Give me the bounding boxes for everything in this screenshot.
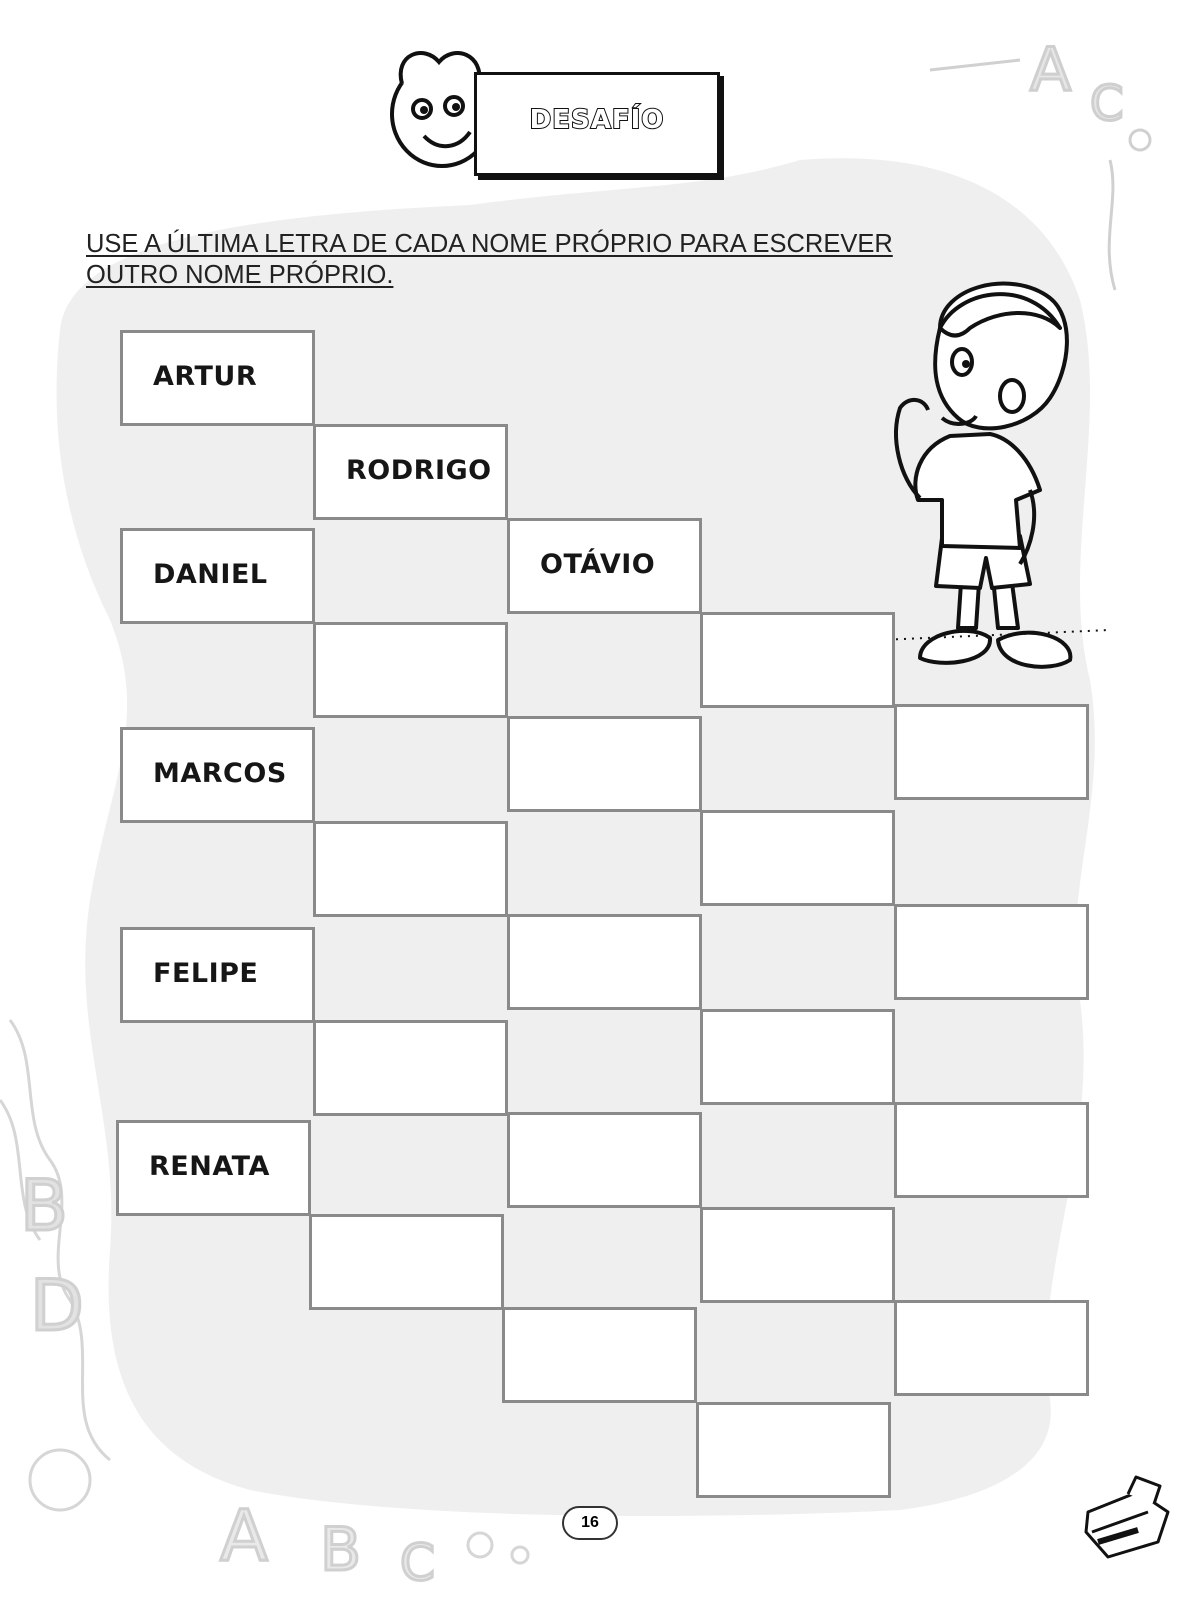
page-title: DESAFÍO xyxy=(529,105,665,135)
answer-cell[interactable] xyxy=(700,612,895,708)
name-cell-renata xyxy=(116,1120,311,1216)
answer-cell[interactable] xyxy=(502,1307,697,1403)
name-cell-rodrigo xyxy=(313,424,508,520)
instruction-line-2: OUTRO NOME PRÓPRIO. xyxy=(86,261,394,289)
answer-cell[interactable] xyxy=(894,904,1089,1000)
name-cell-marcos xyxy=(120,727,315,823)
name-cell-artur xyxy=(120,330,315,426)
name-marcos: MARCOS xyxy=(153,758,287,789)
answer-cell[interactable] xyxy=(309,1214,504,1310)
answer-cell[interactable] xyxy=(700,810,895,906)
title-banner xyxy=(474,72,720,176)
answer-cell[interactable] xyxy=(507,716,702,812)
thinking-boy-illustration xyxy=(880,268,1110,688)
name-otavio: OTÁVIO xyxy=(540,549,656,580)
answer-cell[interactable] xyxy=(313,622,508,718)
answer-cell[interactable] xyxy=(313,821,508,917)
page-number: 16 xyxy=(562,1506,618,1540)
answer-cell[interactable] xyxy=(894,704,1089,800)
name-cell-felipe xyxy=(120,927,315,1023)
name-felipe: FELIPE xyxy=(153,958,259,989)
name-cell-daniel xyxy=(120,528,315,624)
answer-cell[interactable] xyxy=(507,1112,702,1208)
svg-text:D: D xyxy=(30,1265,84,1347)
name-daniel: DANIEL xyxy=(153,559,268,590)
instruction-line-1: USE A ÚLTIMA LETRA DE CADA NOME PRÓPRIO PARA ESCREVER xyxy=(86,230,893,258)
answer-cell[interactable] xyxy=(700,1207,895,1303)
answer-cell[interactable] xyxy=(894,1102,1089,1198)
answer-cell[interactable] xyxy=(696,1402,891,1498)
instruction-text xyxy=(86,229,1006,291)
svg-text:B: B xyxy=(320,1515,362,1585)
svg-text:C: C xyxy=(400,1534,435,1592)
svg-text:C: C xyxy=(1090,76,1124,132)
name-cell-otavio xyxy=(507,518,702,614)
name-rodrigo: RODRIGO xyxy=(346,455,492,486)
answer-cell[interactable] xyxy=(700,1009,895,1105)
name-renata: RENATA xyxy=(149,1151,270,1182)
svg-text:A: A xyxy=(220,1495,268,1577)
name-artur: ARTUR xyxy=(153,361,258,392)
answer-cell[interactable] xyxy=(313,1020,508,1116)
svg-text:A: A xyxy=(1030,35,1072,105)
printer-icon xyxy=(1078,1472,1178,1562)
answer-cell[interactable] xyxy=(507,914,702,1010)
svg-text:B: B xyxy=(20,1165,69,1247)
answer-cell[interactable] xyxy=(894,1300,1089,1396)
